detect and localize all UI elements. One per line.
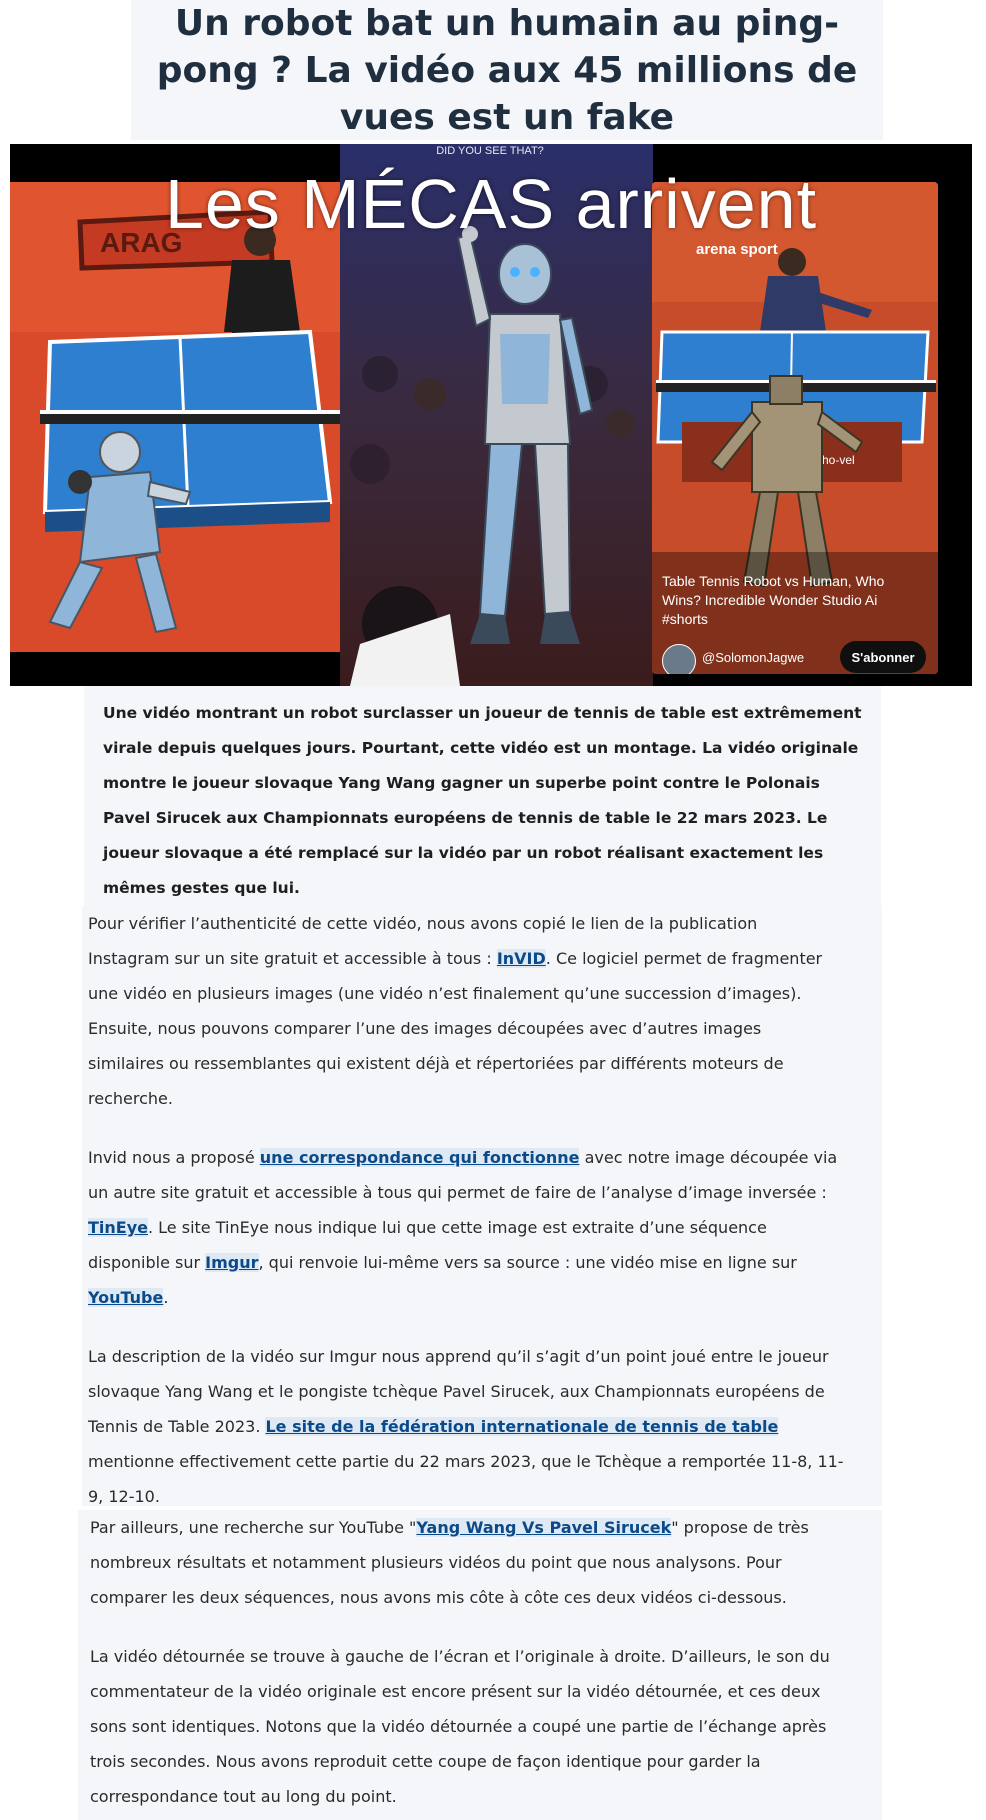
p4-text-1: Par ailleurs, une recherche sur YouTube ": [90, 1518, 417, 1537]
headline-box: [131, 0, 883, 140]
p2-text-1: Invid nous a proposé: [88, 1148, 260, 1167]
p1-text-1: Pour vérifier l’authenticité de cette vidéo, nous avons copié le lien de la publication Instagram sur un site gratuit et accessible à tous :: [88, 914, 758, 968]
p2-text-4: , qui renvoie lui-même vers sa source : une vidéo mise en ligne sur: [258, 1253, 797, 1272]
banner-text-middle: DID YOU SEE THAT?: [436, 145, 544, 157]
banner-text-right: arena sport: [696, 241, 778, 258]
article-lead: Une vidéo montrant un robot surclasser un joueur de tennis de table est extrêmement virale depuis quelques jours. Pourtant, cette vidéo est un montage. La vidéo originale montre le joueur slovaque Yang Wang gagner un superbe point contre le Polonais Pavel Sirucek aux Championnats européens de tennis de table le 22 mars 2023. Le joueur slovaque a été remplacé sur la vidéo par un robot réalisant exactement les mêmes gestes que lui.: [103, 704, 862, 897]
ittf-link[interactable]: Le site de la fédération internationale de tennis de table: [265, 1417, 779, 1436]
correspondance-link[interactable]: une correspondance qui fonctionne: [259, 1148, 580, 1167]
body-block-2: [78, 1510, 882, 1820]
hero-caption: Les MÉCAS arrivent: [164, 165, 818, 243]
p2-text-3: . Le site TinEye nous indique lui que cette image est extraite d’une séquence disponible sur: [88, 1218, 767, 1272]
robot-vs-player-scene: [10, 182, 340, 652]
banner-text-left: ARAG: [100, 227, 183, 258]
tineye-link[interactable]: TinEye: [88, 1218, 148, 1237]
p1-text-2: . Ce logiciel permet de fragmenter une vidéo en plusieurs images (une vidéo n’est finalement qu’une succession d’images). Ensuite, nous pouvons comparer l’une des images découpées avec d’autres images similaires ou ressemblantes qui existent déjà et répertoriées par différents moteurs de recherche.: [88, 949, 823, 1108]
hero-panel-left: [10, 182, 340, 652]
sponsor-text-right: ho-vel: [822, 453, 855, 467]
body-paragraph-1: [88, 906, 882, 1116]
youtube-link[interactable]: YouTube: [88, 1288, 164, 1307]
channel-avatar[interactable]: [662, 644, 696, 674]
body-paragraph-4: [90, 1510, 882, 1615]
hero-image[interactable]: [10, 144, 972, 686]
youtube-search-link[interactable]: Yang Wang Vs Pavel Sirucek: [416, 1518, 672, 1537]
p4-text-2: " propose de très nombreux résultats et notamment plusieurs vidéos du point que nous analysons. Pour comparer les deux séquences, nous avons mis côte à côte ces deux vidéos ci-dessous.: [90, 1518, 809, 1607]
p3-text-2: mentionne effectivement cette partie du 22 mars 2023, que le Tchèque a remportée 11-8, 11-9, 12-10.: [88, 1452, 844, 1506]
short-video-title[interactable]: Table Tennis Robot vs Human, Who Wins? Incredible Wonder Studio Ai #shorts: [662, 573, 885, 627]
invid-link[interactable]: InVID: [496, 949, 546, 968]
p2-text-2: avec notre image découpée via un autre site gratuit et accessible à tous qui permet de faire de l’analyse d’image inversée :: [88, 1148, 838, 1202]
hero-panel-right-short[interactable]: [652, 182, 938, 674]
p5-text: La vidéo détournée se trouve à gauche de l’écran et l’originale à droite. D’ailleurs, le son du commentateur de la vidéo originale est encore présent sur la vidéo détournée, et ces deux sons sont identiques. Notons que la vidéo détournée a coupé une partie de l’échange après trois secondes. Nous avons reproduit cette coupe de façon identique pour garder la correspondance tout au long du point.: [90, 1647, 830, 1806]
body-paragraph-2: [88, 1140, 882, 1315]
subscribe-button[interactable]: S'abonner: [840, 641, 926, 673]
lead-box: [84, 686, 881, 906]
p2-text-5: .: [163, 1288, 169, 1307]
article-headline: Un robot bat un humain au ping-pong ? La vidéo aux 45 millions de vues est un fake: [156, 3, 858, 138]
imgur-link[interactable]: Imgur: [205, 1253, 259, 1272]
p3-text-1: La description de la vidéo sur Imgur nous apprend qu’il s’agit d’un point joué entre le joueur slovaque Yang Wang et le pongiste tchèque Pavel Sirucek, aux Championnats européens de Tennis de Table 2023.: [88, 1347, 829, 1436]
body-paragraph-5: [90, 1639, 882, 1814]
body-paragraph-3: [88, 1339, 882, 1514]
channel-name[interactable]: @SolomonJagwe: [702, 650, 805, 665]
body-block-1: [82, 906, 882, 1506]
